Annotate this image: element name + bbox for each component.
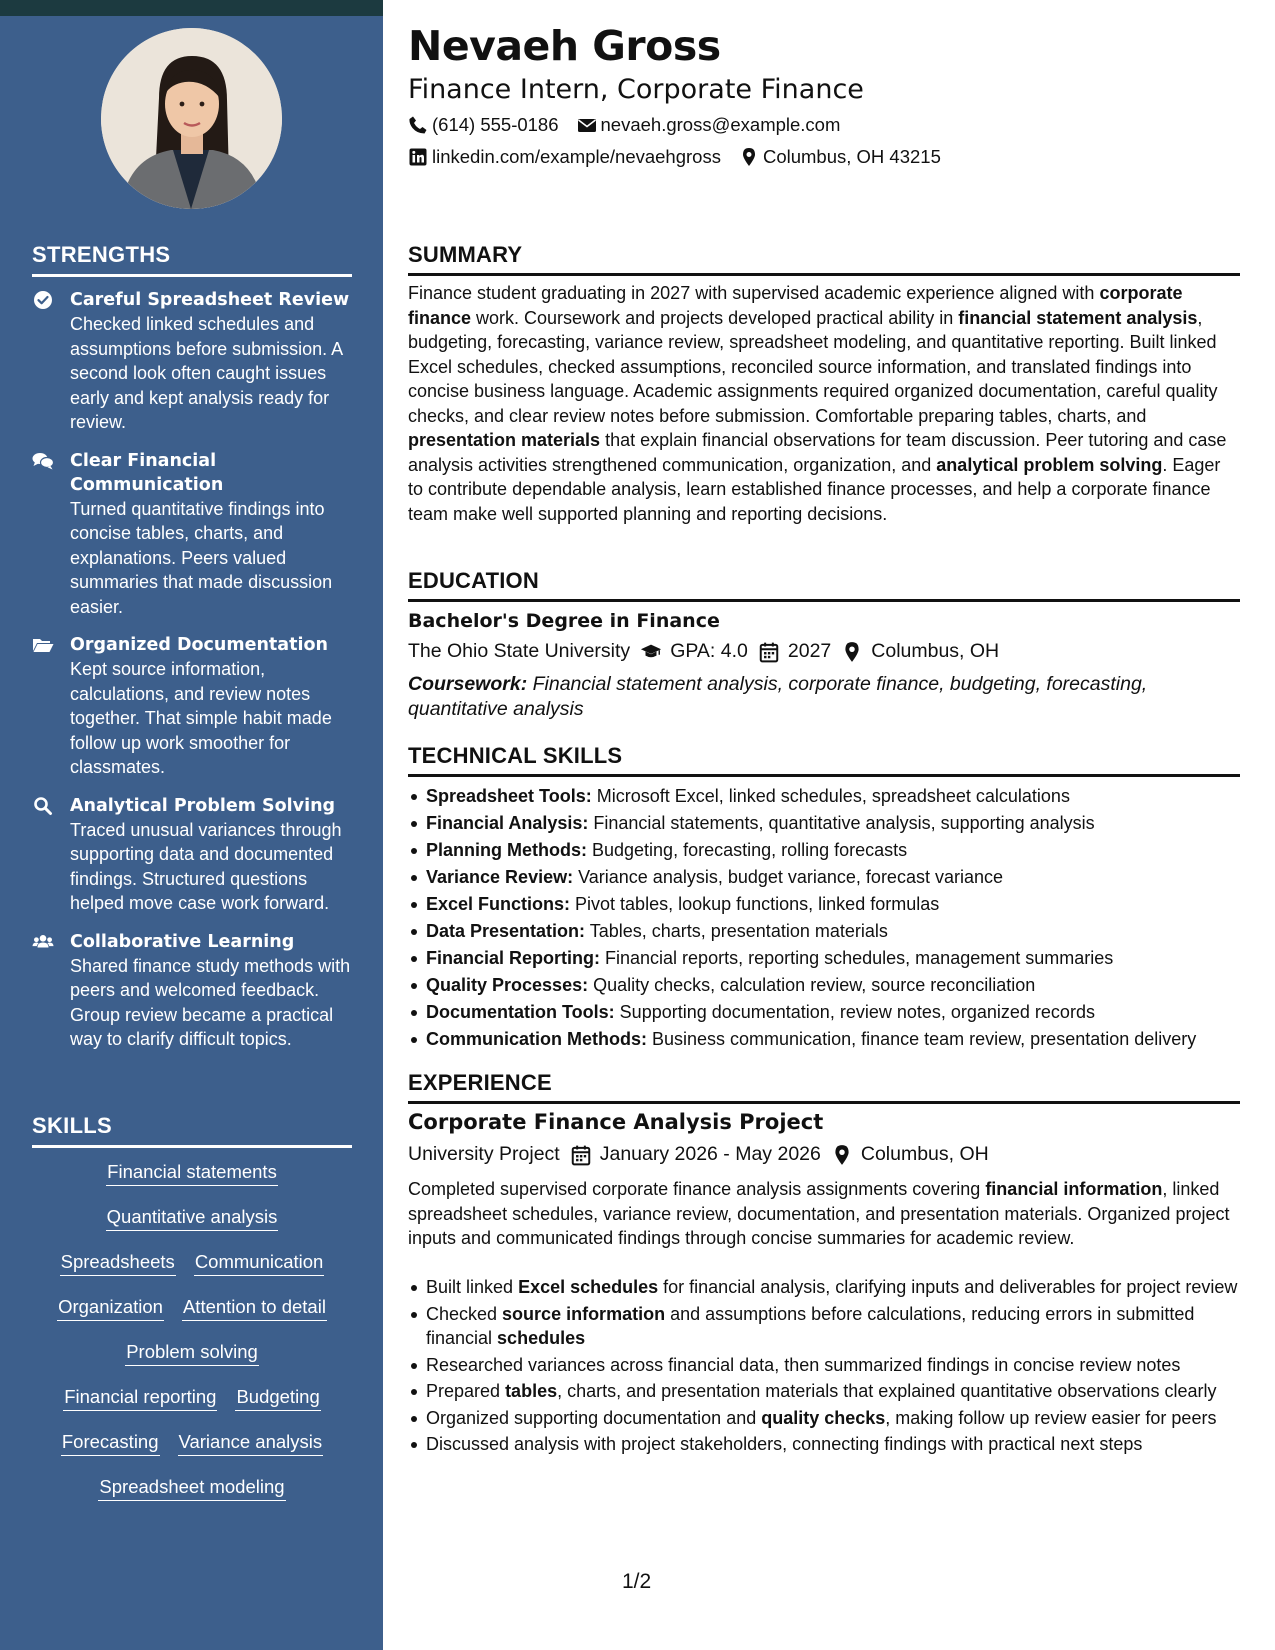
linkedin-url[interactable]: linkedin.com/example/nevaehgross: [432, 146, 721, 167]
envelope-icon: [577, 115, 597, 135]
text-run: , making follow up review easier for peers: [885, 1407, 1217, 1428]
candidate-name: Nevaeh Gross: [408, 22, 721, 70]
technical-skills-heading: TECHNICAL SKILLS: [408, 743, 1240, 777]
skill-category: Quality Processes:: [426, 975, 589, 995]
skill-tag: Spreadsheet modeling: [98, 1474, 285, 1501]
bold-text: financial information: [985, 1179, 1163, 1199]
strength-item: [32, 930, 352, 1052]
skill-category: Spreadsheet Tools:: [426, 786, 592, 806]
graduation-year: 2027: [787, 640, 832, 662]
location: Columbus, OH 43215: [762, 146, 941, 167]
list-item: [408, 864, 1238, 891]
calendar-icon: [570, 1144, 592, 1166]
skill-values: Business communication, finance team review, presentation delivery: [647, 1029, 1197, 1049]
profile-photo: [101, 28, 282, 209]
phone-contact: [408, 114, 559, 136]
list-item: [408, 810, 1238, 837]
sidebar-top-band: [0, 0, 383, 16]
coursework-label: Coursework:: [408, 673, 528, 695]
skill-tag: Problem solving: [125, 1339, 259, 1366]
map-marker-icon: [831, 1144, 853, 1166]
map-marker-icon: [841, 641, 863, 663]
strength-item: [32, 794, 352, 916]
sidebar: [0, 0, 383, 1650]
skill-category: Data Presentation:: [426, 921, 586, 941]
text-run: , linked spreadsheet schedules, variance review, documentation, and presentation materials. Organized project inputs and communicated findings through concise summaries for academic review.: [408, 1179, 1230, 1248]
linkedin-icon: [408, 147, 428, 167]
degree-title: Bachelor's Degree in Finance: [408, 610, 720, 632]
skill-values: Quality checks, calculation review, source reconciliation: [588, 975, 1036, 995]
list-item: [408, 945, 1238, 972]
calendar-icon: [758, 641, 780, 663]
skill-tag: Spreadsheets: [60, 1249, 176, 1276]
text-run: Discussed analysis with project stakeholders, connecting findings with practical next steps: [426, 1434, 1143, 1454]
strength-description: Traced unusual variances through supporting data and documented findings. Structured questions helped move case work forward.: [70, 819, 342, 913]
bold-text: source information: [502, 1303, 666, 1324]
list-item: [408, 918, 1238, 945]
text-run: and assumptions before calculations, reducing errors in submitted financial: [426, 1303, 1195, 1348]
skill-values: Financial reports, reporting schedules, management summaries: [600, 948, 1114, 968]
bold-text: analytical problem solving: [936, 454, 1163, 475]
list-item: [408, 891, 1238, 918]
experience-dates: January 2026 - May 2026: [599, 1143, 821, 1165]
strength-description: Kept source information, calculations, and review notes together. That simple habit made follow up work smoother for classmates.: [70, 659, 332, 777]
experience-location: Columbus, OH: [860, 1143, 989, 1165]
skill-tag: Attention to detail: [182, 1294, 327, 1321]
folder-open-icon: [32, 633, 56, 780]
bold-text: corporate finance: [408, 283, 1183, 328]
bold-text: quality checks: [761, 1407, 886, 1428]
strength-title: Collaborative Learning: [70, 931, 295, 952]
page-number: 1/2: [622, 1570, 652, 1593]
job-title: Finance Intern, Corporate Finance: [408, 74, 864, 105]
strength-title: Analytical Problem Solving: [70, 795, 336, 816]
strengths-list: [32, 288, 352, 1066]
skill-tag: Budgeting: [235, 1384, 320, 1411]
check-circle-icon: [32, 288, 56, 435]
strength-description: Checked linked schedules and assumptions before submission. A second look often caught issues early and kept analysis ready for review.: [70, 314, 343, 432]
linkedin-contact[interactable]: [408, 146, 721, 168]
text-run: Researched variances across financial data, then summarized findings in concise review notes: [426, 1354, 1181, 1375]
contact-row: [408, 146, 959, 168]
gpa: GPA: 4.0: [670, 640, 748, 662]
skill-values: Microsoft Excel, linked schedules, spreadsheet calculations: [591, 786, 1070, 806]
strength-title: Careful Spreadsheet Review: [70, 290, 350, 310]
text-run: work. Coursework and projects developed practical ability in: [471, 307, 959, 328]
phone-icon: [408, 115, 428, 135]
graduation-cap-icon: [640, 641, 662, 663]
skill-category: Financial Reporting:: [426, 948, 601, 968]
strength-item: [32, 633, 352, 780]
skills-heading: SKILLS: [32, 1113, 352, 1148]
summary-text: [408, 281, 1238, 526]
skill-tag: Forecasting: [61, 1429, 160, 1456]
skill-category: Communication Methods:: [426, 1029, 647, 1049]
list-item: [408, 783, 1238, 810]
phone-number: (614) 555-0186: [432, 114, 559, 135]
text-run: Checked: [426, 1303, 503, 1324]
location-contact: [739, 146, 941, 168]
text-run: Completed supervised corporate finance analysis assignments covering: [408, 1179, 986, 1199]
list-item: [408, 1353, 1238, 1378]
skill-values: Pivot tables, lookup functions, linked formulas: [570, 894, 940, 914]
map-marker-icon: [739, 147, 759, 167]
strengths-heading: STRENGTHS: [32, 242, 352, 277]
bold-text: presentation materials: [408, 430, 601, 450]
text-run: Organized supporting documentation and: [426, 1407, 762, 1428]
list-item: [408, 972, 1238, 999]
coursework: [408, 672, 1238, 721]
experience-title: Corporate Finance Analysis Project: [408, 1110, 824, 1134]
contact-row: [408, 114, 858, 136]
skill-tag: Communication: [194, 1249, 325, 1276]
skills-tag-cloud: [32, 1159, 352, 1519]
skill-tag: Variance analysis: [178, 1429, 324, 1456]
skill-category: Planning Methods:: [426, 840, 587, 860]
summary-heading: SUMMARY: [408, 242, 1240, 276]
skill-category: Excel Functions:: [426, 894, 571, 914]
strength-item: [32, 288, 352, 435]
strength-title: Clear Financial Communication: [70, 450, 224, 495]
list-item: [408, 1026, 1238, 1053]
technical-skills-list: [408, 783, 1238, 1053]
users-icon: [32, 930, 56, 1052]
strength-description: Turned quantitative findings into concise tables, charts, and explanations. Peers valued summaries that made discussion easier.: [70, 498, 333, 617]
coursework-list: Financial statement analysis, corporate finance, budgeting, forecasting, quantitative analysis: [408, 673, 1148, 720]
school-location: Columbus, OH: [871, 640, 1000, 662]
text-run: Finance student graduating in 2027 with supervised academic experience aligned with: [408, 283, 1100, 303]
education-heading: EDUCATION: [408, 568, 1240, 602]
text-run: Built linked: [426, 1277, 519, 1297]
experience-org: University Project: [408, 1143, 560, 1165]
skill-category: Financial Analysis:: [426, 813, 589, 833]
skill-tag: Quantitative analysis: [106, 1204, 279, 1231]
text-run: that explain financial observations for team discussion. Peer tutoring and case analysis activities strengthened communication, organization, and: [408, 430, 1227, 475]
bold-text: Excel schedules: [518, 1277, 659, 1297]
bold-text: tables: [505, 1381, 558, 1401]
skill-tag: Organization: [57, 1294, 164, 1321]
strength-title: Organized Documentation: [70, 635, 328, 655]
experience-heading: EXPERIENCE: [408, 1070, 1240, 1104]
list-item: [408, 837, 1238, 864]
skill-tag: Financial statements: [106, 1159, 278, 1186]
skill-category: Variance Review:: [426, 867, 574, 887]
email-address[interactable]: nevaeh.gross@example.com: [600, 114, 841, 135]
text-run: , budgeting, forecasting, variance review, spreadsheet modeling, and quantitative reporting. Built linked Excel schedules, checked assumptions, reconciled source information, and translated findings into concise business language. Academic assignments required organized documentation, careful quality checks, and clear review notes before submission. Comfortable preparing tables, charts, and: [408, 307, 1218, 426]
list-item: [408, 1302, 1238, 1351]
experience-intro: [408, 1177, 1238, 1251]
skill-values: Financial statements, quantitative analysis, supporting analysis: [588, 813, 1095, 833]
experience-meta: [408, 1143, 989, 1166]
search-icon: [32, 794, 56, 916]
school-name: The Ohio State University: [408, 640, 631, 662]
skill-values: Budgeting, forecasting, rolling forecasts: [587, 840, 908, 860]
list-item: [408, 1432, 1238, 1457]
list-item: [408, 1275, 1238, 1300]
skill-tag: Financial reporting: [63, 1384, 217, 1411]
experience-bullets: [408, 1275, 1238, 1459]
skill-category: Documentation Tools:: [426, 1002, 615, 1022]
bold-text: financial statement analysis: [958, 307, 1198, 328]
strength-description: Shared finance study methods with peers and welcomed feedback. Group review became a practical way to clarify difficult topics.: [70, 955, 351, 1049]
text-run: , charts, and presentation materials that explained quantitative observations clearly: [557, 1381, 1217, 1401]
text-run: . Eager to contribute dependable analysis, learn established finance processes, and help a corporate finance team make well supported planning and reporting decisions.: [408, 454, 1221, 524]
bold-text: schedules: [497, 1328, 586, 1348]
skill-values: Variance analysis, budget variance, forecast variance: [573, 867, 1003, 887]
text-run: Prepared: [426, 1381, 506, 1401]
education-meta: [408, 640, 999, 663]
list-item: [408, 1379, 1238, 1404]
strength-item: [32, 449, 352, 620]
list-item: [408, 1406, 1238, 1431]
list-item: [408, 999, 1238, 1026]
skill-values: Tables, charts, presentation materials: [585, 921, 888, 941]
email-contact[interactable]: [577, 114, 841, 136]
skill-values: Supporting documentation, review notes, organized records: [614, 1002, 1095, 1022]
text-run: for financial analysis, clarifying inputs and deliverables for project review: [658, 1277, 1238, 1297]
comments-icon: [32, 449, 56, 620]
